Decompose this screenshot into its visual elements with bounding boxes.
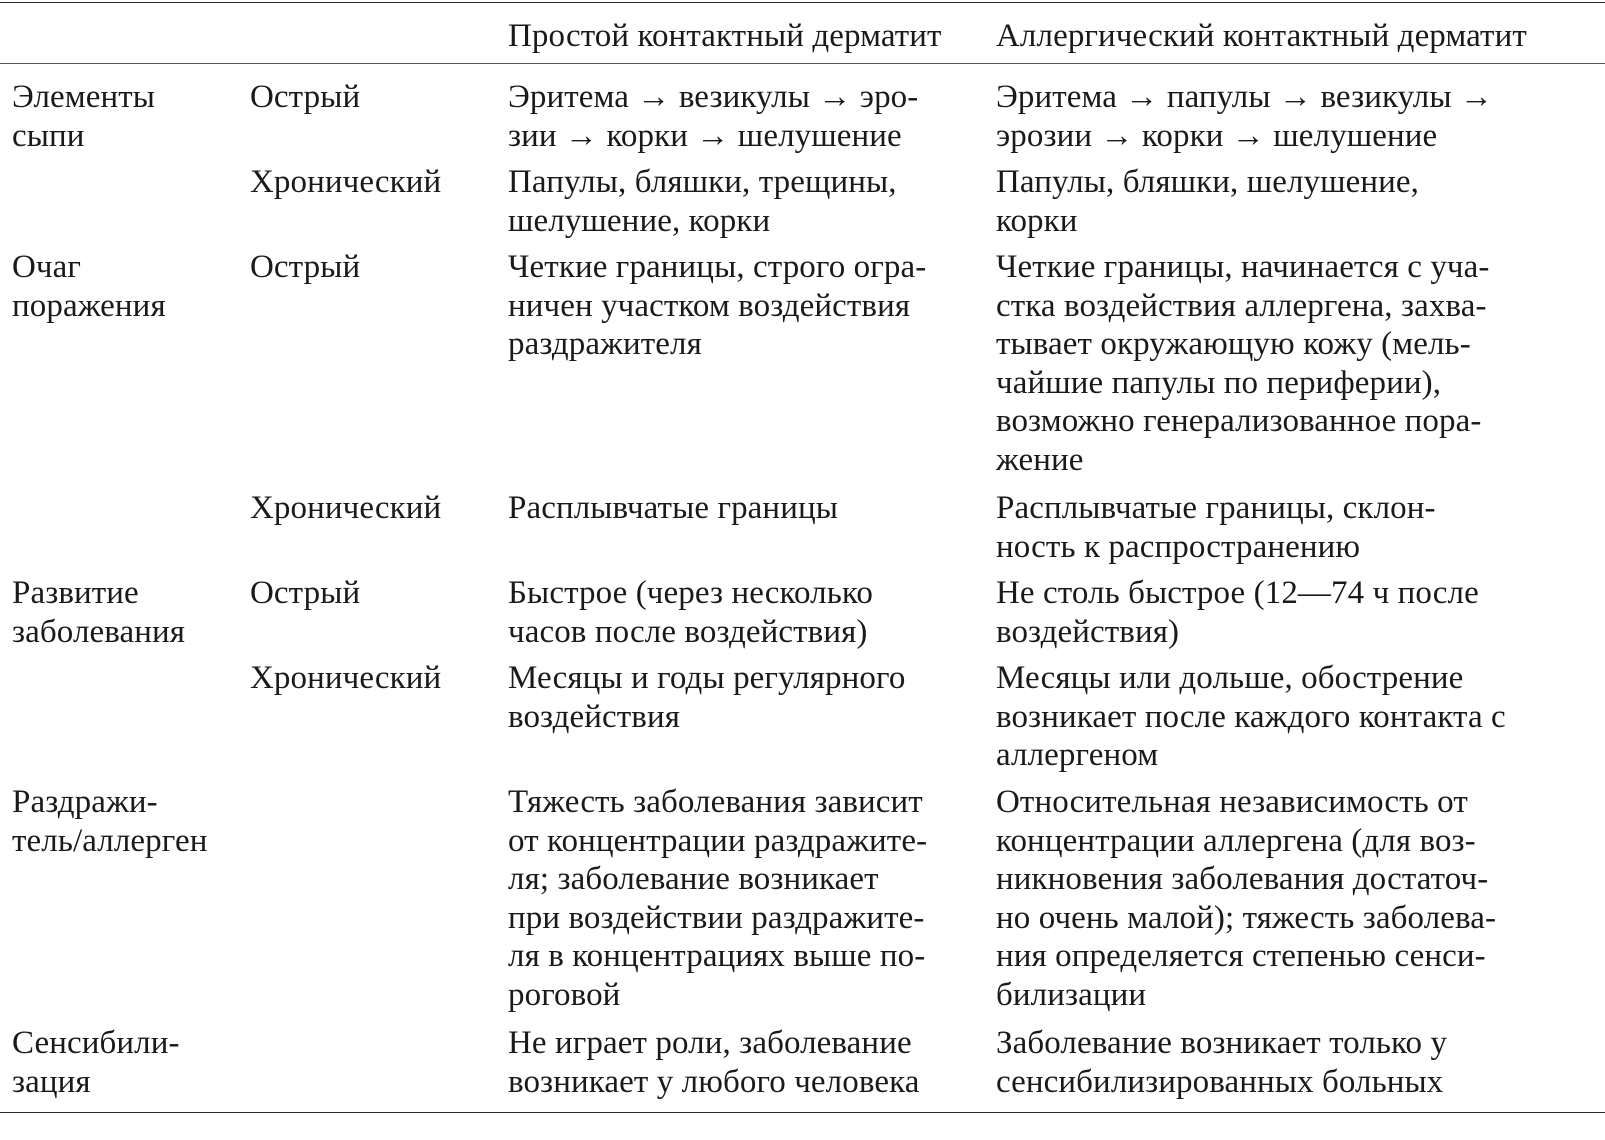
table-top-rule [0, 2, 1605, 3]
simple-cell: Четкие границы, строго огра- ничен участком воздействия раздражителя [508, 249, 927, 363]
allergic-cell: Не столь быстрое (12—74 ч после воздействия) [996, 575, 1479, 650]
header-bottom-rule [0, 63, 1605, 64]
row-phase: Острый [250, 249, 361, 285]
allergic-cell: Относительная независимость от концентрации аллергена (для воз- никновения заболевания достаточ- но очень малой); тяжесть заболева- ния определяется степенью сенси- билизации [996, 784, 1497, 1013]
row-phase: Острый [250, 575, 361, 611]
column-header-allergic: Аллергический контактный дерматит [996, 18, 1527, 54]
allergic-cell: Заболевание возникает только у сенсибилизированных больных [996, 1025, 1448, 1100]
row-phase: Хронический [250, 490, 442, 526]
simple-cell: Быстрое (через несколько часов после воздействия) [508, 575, 873, 650]
row-name: Элементы сыпи [12, 79, 156, 154]
allergic-cell: Месяцы или дольше, обострение возникает после каждого контакта с аллергеном [996, 660, 1506, 774]
allergic-cell: Расплывчатые границы, склон- ность к распространению [996, 490, 1436, 565]
row-phase: Хронический [250, 164, 442, 200]
allergic-cell: Эритема → папулы → везикулы → эрозии → корки → шелушение [996, 79, 1494, 154]
simple-cell: Не играет роли, заболевание возникает у любого человека [508, 1025, 920, 1100]
row-phase: Острый [250, 79, 361, 115]
simple-cell: Расплывчатые границы [508, 490, 838, 526]
row-phase: Хронический [250, 660, 442, 696]
allergic-cell: Четкие границы, начинается с уча- стка воздействия аллергена, захва- тывает окружающую кожу (мель- чайшие папулы по периферии), возможно генерализованное пора- жение [996, 249, 1490, 478]
table-bottom-rule [0, 1112, 1605, 1113]
simple-cell: Тяжесть заболевания зависит от концентрации раздражите- ля; заболевание возникает при воздействии раздражите- ля в концентрациях выше по- роговой [508, 784, 928, 1013]
simple-cell: Эритема → везикулы → эро- зии → корки → шелушение [508, 79, 919, 154]
column-header-simple: Простой контактный дерматит [508, 18, 942, 54]
simple-cell: Месяцы и годы регулярного воздействия [508, 660, 906, 735]
simple-cell: Папулы, бляшки, трещины, шелушение, корки [508, 164, 897, 239]
row-name: Развитие заболевания [12, 575, 186, 650]
allergic-cell: Папулы, бляшки, шелушение, корки [996, 164, 1420, 239]
row-name: Сенсибили- зация [12, 1025, 180, 1100]
row-name: Раздражи- тель/аллерген [12, 784, 208, 859]
row-name: Очаг поражения [12, 249, 166, 324]
